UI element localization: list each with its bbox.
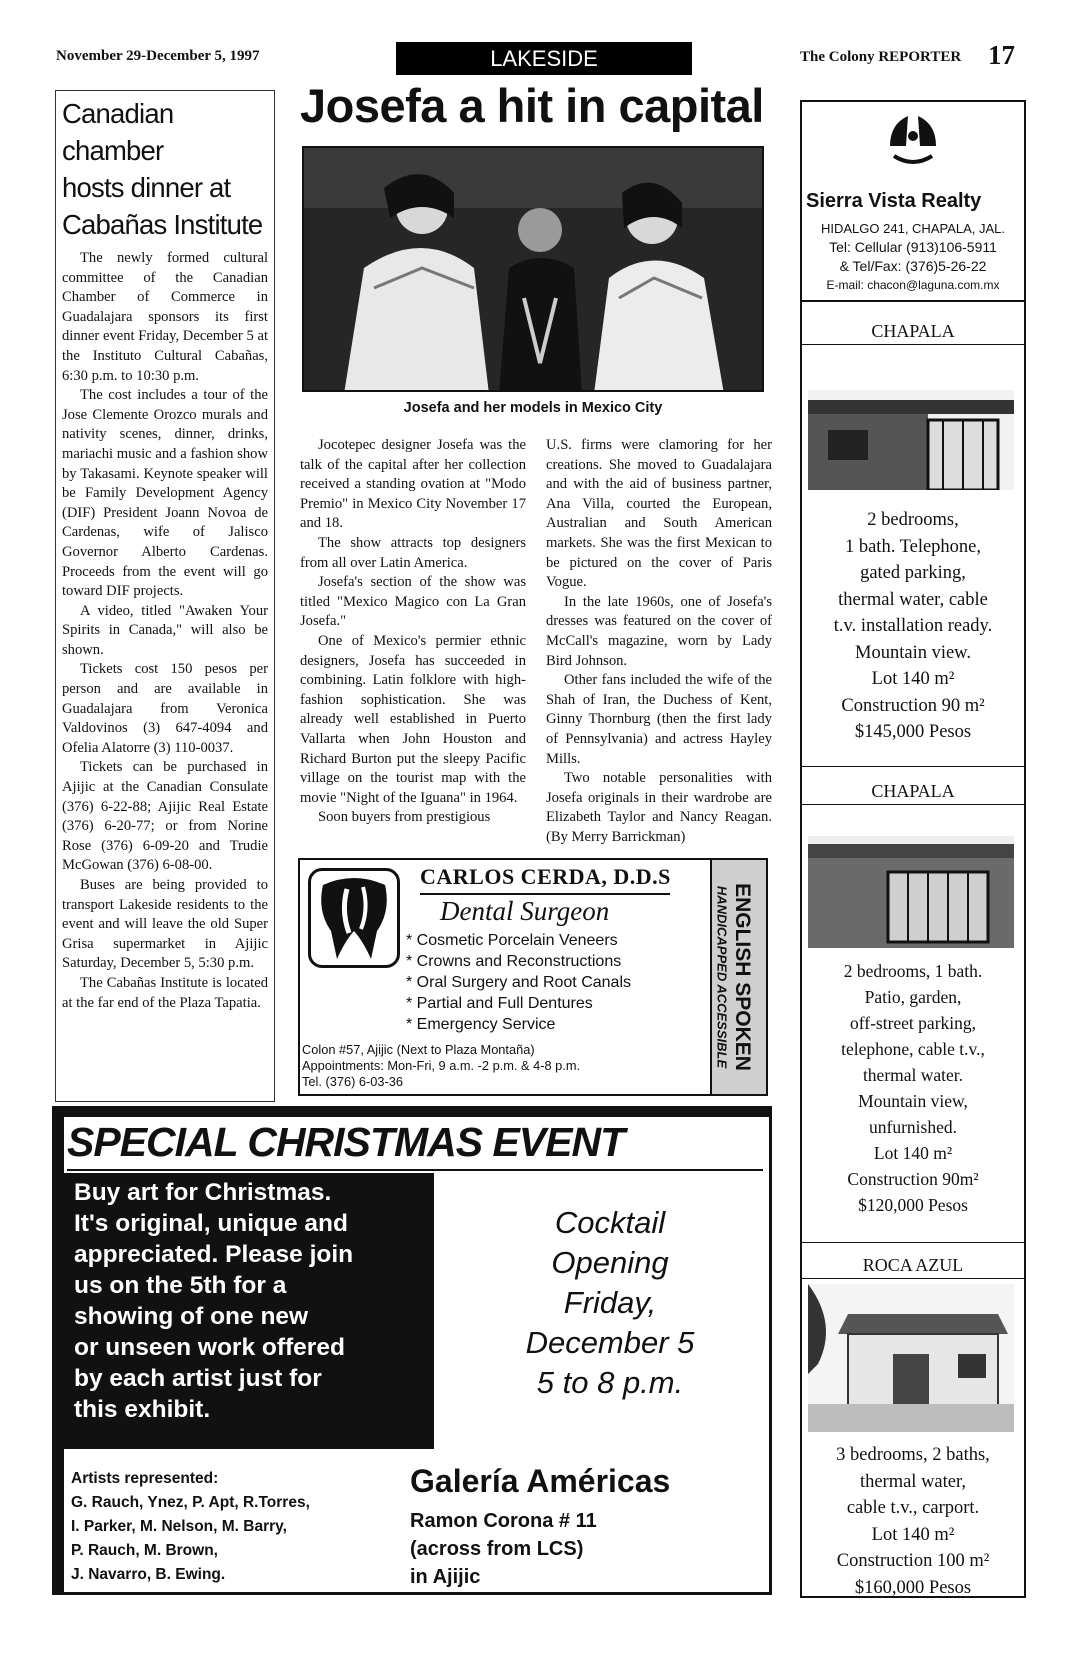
event-promo-box: Buy art for Christmas. It's original, unique and appreciated. Please join us on the 5th for a showing of one new or unseen work offered by each artist just for this exhibit. <box>64 1173 434 1449</box>
paragraph: Soon buyers from prestigious <box>318 809 491 826</box>
paragraph: Josefa's section of the show was titled "Mexico Magico con La Gran Josefa." <box>300 574 526 630</box>
services-list <box>406 930 631 1035</box>
paragraph: In the late 1960s, one of Josefa's dresses was featured on the cover of McCall's magazine, worn by Lady Bird Johnson. <box>546 593 772 669</box>
paragraph: The show attracts top designers from all over Latin America. <box>300 534 526 571</box>
page-number: 17 <box>988 40 1015 70</box>
paragraph: The Cabañas Institute is located at the far end of the Plaza Tapatia. <box>62 974 268 1011</box>
realty-contact <box>802 219 1024 295</box>
paragraph: U.S. firms were clamoring for her creations. She moved to Guadalajara and with the aid of business partner, Ana Villa, courted the European, Australian and South American markets. She was the first Mexican to be pictured on the cover of Paris Vogue. <box>546 437 772 591</box>
article1-headline: Canadian chamber hosts dinner at Cabañas Institute <box>62 98 263 240</box>
header-date: November 29-December 5, 1997 <box>56 48 260 64</box>
dental-ad <box>298 858 768 1096</box>
article-canadian-chamber <box>55 90 275 1102</box>
gallery-name: Galería Américas <box>410 1463 671 1499</box>
listing-location: CHAPALA <box>871 781 955 801</box>
listing-details: 2 bedrooms, 1 bath. Patio, garden, off-street parking, telephone, cable t.v., thermal water. Mountain view, unfurnished. Lot 140 m² Construction 90m² $120,000 Pesos <box>841 961 985 1215</box>
paragraph: Tickets cost 150 pesos per person and are available in Guadalajara from Veronica Valdovinos (3) 647-4094 and Ofelia Alatorre (3) 110-0037. <box>62 661 268 756</box>
service-item: * Cosmetic Porcelain Veneers <box>406 932 618 949</box>
listing-location: ROCA AZUL <box>862 1255 964 1275</box>
paragraph: Other fans included the wife of the Shah of Iran, the Duchess of Kent, Ginny Thornburg (then the first lady of Pennsylvania) and actress Hayley Mills. <box>546 672 772 767</box>
dental-side-strip <box>710 860 766 1094</box>
service-item: * Crowns and Reconstructions <box>406 953 622 970</box>
realty-cell: Tel: Cellular (913)106-5911 <box>829 239 997 255</box>
event-title: SPECIAL CHRISTMAS EVENT <box>67 1119 625 1165</box>
article1-body <box>62 249 268 1013</box>
listing-details: 2 bedrooms, 1 bath. Telephone, gated parking, thermal water, cable t.v. installation ready. Mountain view. Lot 140 m² Construction 90 m² $145,000 Pesos <box>833 510 993 742</box>
models-photo-illustration <box>304 148 764 392</box>
service-item: * Oral Surgery and Root Canals <box>406 974 631 991</box>
dental-hours: Appointments: Mon-Fri, 9 a.m. -2 p.m. & 4-8 p.m. <box>302 1058 581 1073</box>
realty-email: E-mail: chacon@laguna.com.mx <box>826 278 1000 292</box>
service-item: * Partial and Full Dentures <box>406 995 593 1012</box>
paper-name: The Colony REPORTER <box>800 49 962 65</box>
dental-address: Colon #57, Ajijic (Next to Plaza Montaña) <box>302 1042 535 1057</box>
article2-column-2 <box>546 436 772 847</box>
realty-logo-icon <box>878 110 948 176</box>
artists-label: Artists represented: <box>71 1470 219 1487</box>
listing-location: CHAPALA <box>871 321 955 341</box>
paragraph: One of Mexico's permier ethnic designers, Josefa has succeeded in combining. Latin folklore with high-fashion sophistication. She was already well established in Puerto Vallarta when John Houston and Richard Burton put the sleepy Pacific village on the tourist map with the movie "Night of the Iguana" in 1964. <box>300 632 526 806</box>
article2-headline: Josefa a hit in capital <box>300 79 764 132</box>
dental-contact <box>302 1042 580 1090</box>
section-label: LAKESIDE <box>396 42 692 75</box>
paragraph: The newly formed cultural committee of the Canadian Chamber of Commerce in Guadalajara sponsors its first dinner event Friday, December 5 at the Instituto Cultural Cabañas, 6:30 p.m. to 10:30 p.m. <box>62 250 268 384</box>
paragraph: The cost includes a tour of the Jose Clemente Orozco murals and nativity scenes, dinner, drinks, mariachi music and a fashion show by Takasami. Keynote speaker will be Family Development Agency (DIF) President Joann Novoa de Cardenas, wife of Jalisco Governor Alberto Cardenas. Proceeds from the event will go toward DIF projects. <box>62 387 268 600</box>
artists-block: Artists represented: G. Rauch, Ynez, P. Apt, R.Torres, I. Parker, M. Nelson, M. Barry, P. Rauch, M. Brown, J. Navarro, B. Ewing. <box>71 1467 310 1587</box>
gallery-address: Ramon Corona # 11 (across from LCS) in Ajijic <box>410 1510 597 1588</box>
service-item: * Emergency Service <box>406 1016 556 1033</box>
house-photo <box>808 1284 1014 1432</box>
dental-phone: Tel. (376) 6-03-36 <box>302 1074 404 1089</box>
paragraph: Jocotepec designer Josefa was the talk of the capital after her collection received a standing ovation at "Modo Premio" in Mexico City November 17 and 18. <box>300 437 526 532</box>
realty-address: HIDALGO 241, CHAPALA, JAL. <box>821 221 1005 236</box>
paragraph: Tickets can be purchased in Ajijic at the Canadian Consulate (376) 6-22-88; Ajijic Real Estate (376) 6-20-77; or from Norine Rose (376) 6-09-20 and Trudie McGowan (376) 6-08-00. <box>62 759 268 874</box>
listing-details: 3 bedrooms, 2 baths, thermal water, cable t.v., carport. Lot 140 m² Construction 100 m² $160,000 Pesos <box>836 1445 990 1598</box>
paragraph: Two notable personalities with Josefa originals in their wardrobe are Elizabeth Taylor and Nancy Reagan. (By Merry Barrickman) <box>546 770 772 845</box>
handicapped-label: HANDICAPPED ACCESSIBLE <box>714 885 730 1069</box>
paragraph: A video, titled "Awaken Your Spirits in Canada," will also be shown. <box>62 602 268 658</box>
realty-fax: & Tel/Fax: (376)5-26-22 <box>839 258 987 274</box>
house-photo <box>808 836 1014 948</box>
photo-caption: Josefa and her models in Mexico City <box>403 400 663 416</box>
tooth-logo-icon <box>308 868 400 968</box>
paragraph: Buses are being provided to transport Lakeside residents to the event and will leave the old Super Grisa supermarket in Ajijic Saturday, December 5, 5:30 p.m. <box>62 877 268 972</box>
cocktail-opening: Cocktail Opening Friday, December 5 5 to 8 p.m. <box>525 1205 695 1400</box>
house-photo <box>808 390 1014 490</box>
dentist-name: CARLOS CERDA, D.D.S <box>420 864 671 889</box>
josefa-photo <box>302 146 764 392</box>
article2-column-1 <box>300 436 526 828</box>
english-spoken-label: ENGLISH SPOKEN <box>731 883 754 1071</box>
divider <box>420 893 670 895</box>
dentist-title: Dental Surgeon <box>440 896 610 926</box>
realty-ad <box>800 100 1026 1598</box>
christmas-event-ad <box>52 1106 772 1595</box>
realty-name: Sierra Vista Realty <box>806 190 982 212</box>
